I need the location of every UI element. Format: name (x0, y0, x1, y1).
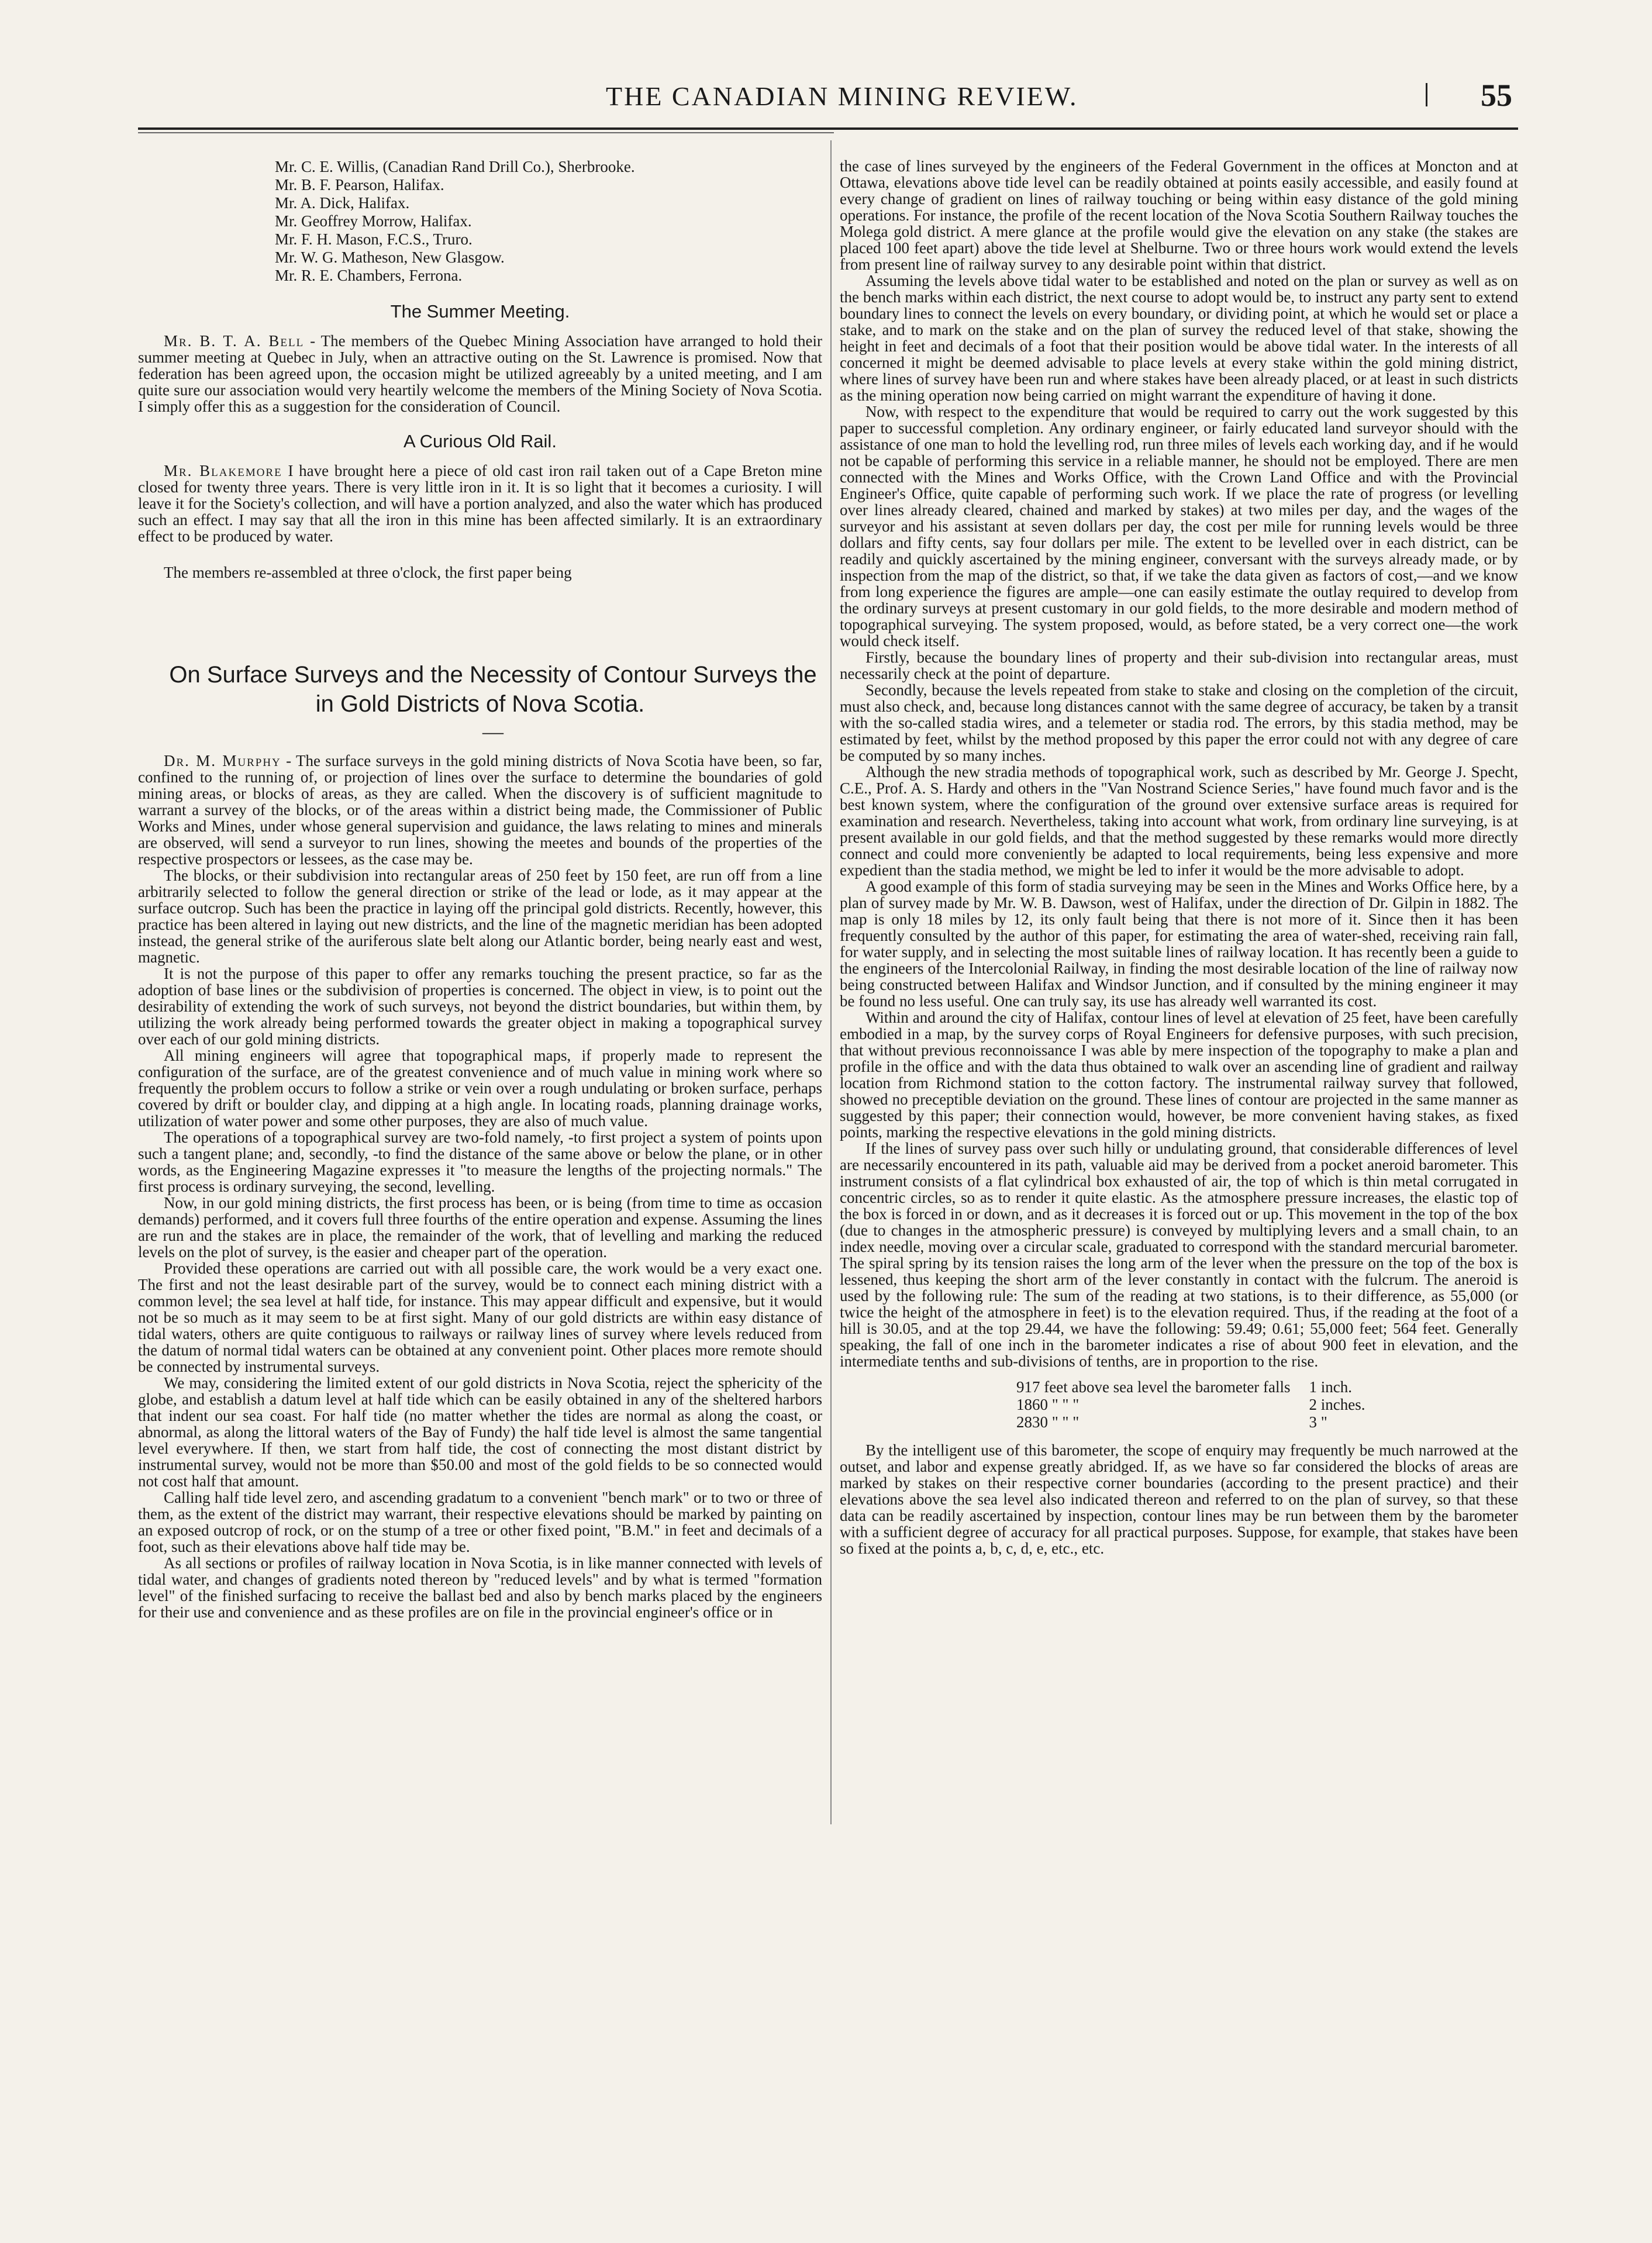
paper-paragraph: Within and around the city of Halifax, contour lines of level at elevation of 25 feet, have been carefully embodied in a map, by the survey corps of Royal Engineers for defensive purposes, with such precision, that without previous reconnoissance I was able by mere inspection of the topography to make a plan and profile in the office and with the data thus obtained to walk over an ascending line of gradient and railway location from Richmond station to the cotton factory. The instrumental railway survey that followed, showed no preceptible deviation on the ground. These lines of contour are projected in the same manner as suggested by this paper; their connection would, however, be more convenient having stakes, as fixed points, marking the respective elevations in the gold mining districts. (840, 1009, 1518, 1141)
paper-title: On Surface Surveys and the Necessity of Contour Surveys the in Gold Districts of Nova Scotia. (169, 662, 817, 717)
paper-paragraph: The operations of a topographical survey are two-fold namely, -to first project a system of points upon such a tangent plane; and, secondly, -to find the distance of the same above or below the plane, or in other words, as the Engineering Magazine expresses it "to measure the lengths of the projecting normals." The first process is ordinary surveying, the second, levelling. (138, 1129, 822, 1195)
paper-paragraph: Assuming the levels above tidal water to be established and noted on the plan or survey as well as on the bench marks within each district, the next course to adopt would be, to instruct any party sent to extend boundary lines to connect the levels on every boundary, or dividing point, at which he would set or place a stake, and to mark on the stake and on the plan of survey the reduced level of that stake, showing the height in feet and decimals of a foot that their position would be above tidal water. In the interests of all concerned it might be deemed advisable to place levels at every stake within the gold mining district, where lines of survey have been run and where stakes have been already placed, or at least in such districts as the mining operation now being carried on might warrant the expenditure of having it done. (840, 272, 1518, 404)
paper-paragraph: As all sections or profiles of railway location in Nova Scotia, is in like manner connected with levels of tidal water, and changes of gradients noted thereon by "reduced levels" and by what is termed "formation level" of the finished surfacing to receive the ballast bed and also by bench marks placed by the engineers for their use and convenience and as these profiles are on file in the provincial engineer's office or in (138, 1554, 822, 1621)
member-name: Mr. Geoffrey Morrow, Halifax. (275, 212, 472, 230)
running-head (138, 78, 1518, 122)
page-number: 55 (1481, 78, 1512, 113)
speaker-name: Mr. Blakemore (164, 462, 282, 479)
paper-paragraph: By the intelligent use of this barometer, the scope of enquiry may frequently be much narrowed at the outset, and labor and expense greatly abridged. If, as we have so far considered the blocks of areas are marked by stakes on their respective corner boundaries (according to the present practice) and their elevations above the sea level also indicated thereon and referred to on the plan of survey, so that these data can be readily ascertained by inspection, contour lines may be run between them by the barometer with a sufficient degree of accuracy for all practical purposes. Suppose, for example, that stakes have been so fixed at the points a, b, c, d, e, etc., etc. (840, 1441, 1518, 1557)
table-row (1016, 1396, 1383, 1413)
paper-paragraph: A good example of this form of stadia surveying may be seen in the Mines and Works Office here, by a plan of survey made by Mr. W. B. Dawson, west of Halifax, under the direction of Dr. Gilpin in 1882. The map is only 18 miles by 12, its only fault being that there is not more of it. Since then it has been frequently consulted by the author of this paper, for estimating the area of water-shed, receiving rain fall, for water supply, and in selecting the most suitable lines of railway location. It has recently been a guide to the engineers of the Intercolonial Railway, in finding the most desirable location of the line of railway now being constructed between Halifax and Windsor Junction, and if consulted by the mining engineer it may be found no less useful. One can truly say, its use has already well warranted its cost. (840, 878, 1518, 1010)
table-cell: 2830 " " " (1016, 1413, 1080, 1431)
table-row (1016, 1414, 1383, 1430)
paper-paragraph: Provided these operations are carried out with all possible care, the work would be a very exact one. The first and not the least desirable part of the survey, would be to connect each mining district with a common level; the sea level at half tide, for instance. This may appear difficult and expensive, but it would not be so much as it may seem to be at first sight. Many of our gold districts are within easy distance of tidal waters, others are quite contiguous to railways or railway lines of survey where levels reduced from the datum of normal tidal waters can be obtained at any convenient point. Other places more remote should be connected by instrumental surveys. (138, 1259, 822, 1375)
title-dash: — (482, 720, 503, 743)
summer-meeting-heading: The Summer Meeting. (390, 301, 570, 322)
member-name: Mr. A. Dick, Halifax. (275, 194, 410, 212)
table-cell: 917 feet above sea level the barometer falls (1016, 1378, 1291, 1396)
curious-rail-heading: A Curious Old Rail. (403, 431, 557, 451)
member-name: Mr. C. E. Willis, (Canadian Rand Drill Co.), Sherbrooke. (275, 158, 635, 175)
paper-paragraph: Now, in our gold mining districts, the first process has been, or is being (from time to time as occasion demands) performed, and it covers full three fourths of the entire operation and expense. Assuming the lines are run and the stakes are in place, the remainder of the work, that of levelling and marking the reduced levels on the plot of survey, is the easier and cheaper part of the operation. (138, 1194, 822, 1261)
paper-paragraph: If the lines of survey pass over such hilly or undulating ground, that considerable differences of level are necessarily encountered in its path, valuable aid may be derived from a pocket aneroid barometer. This instrument consists of a flat cylindrical box exhausted of air, the top of which is thin metal corrugated in concentric circles, so as to render it quite elastic. As the atmosphere pressure increases, the elastic top of the box is forced in or down, and as it decreases it is forced out or up. This movement in the top of the box (due to changes in the atmospheric pressure) is conveyed by multiplying levers and a small chain, to an index needle, moving over a circular scale, graduated to correspond with the standard mercurial barometer. The spiral spring by its tension raises the long arm of the lever when the pressure on the top of the box is lessened, thus keeping the short arm of the lever constantly in contact with the fulcrum. The aneroid is used by the following rule: The sum of the reading at two stations, is to their difference, as 55,000 (or twice the height of the atmosphere in feet) is to the elevation required. Thus, if the reading at the foot of a hill is 30.05, and at the top 29.44, we have the following: 59.49; 0.61; 55,000 feet; 564 feet. Generally speaking, the fall of one inch in the barometer indicates a rise of about 900 feet in elevation, and the intermediate tenths and sub-divisions of tenths, are in proportion to the rise. (840, 1140, 1518, 1370)
table-cell: 2 inches. (1309, 1396, 1365, 1413)
paper-paragraph: We may, considering the limited extent of our gold districts in Nova Scotia, reject the sphericity of the globe, and establish a datum level at half tide which can be easily obtained in any of the sheltered harbors that indent our sea coast. For half tide (no matter whether the tides are normal as along the coast, or abnormal, as along the littoral waters of the Bay of Fundy) the half tide level is almost the same tangential level everywhere. If then, we start from half tide, the cost of connecting the most distant district by instrumental survey, would not be more than $50.00 and most of the gold fields to be so connected would not cost half that amount. (138, 1374, 822, 1490)
paper-paragraph: Firstly, because the boundary lines of property and their sub-division into rectangular areas, must necessarily check at the point of departure. (840, 648, 1518, 682)
curious-rail-paragraph (138, 463, 822, 544)
paper-paragraph: Secondly, because the levels repeated from stake to stake and closing on the completion of the circuit, must also check, and, because long distances cannot with the same degree of accuracy, be taken by a transit with the so-called stadia wires, and a telemeter or stadia rod. The errors, by this stadia method, may be estimated by feet, whilst by the method proposed by this paper the error could not with any degree of care be computed by so many inches. (840, 681, 1518, 764)
member-name: Mr. R. E. Chambers, Ferrona. (275, 267, 463, 284)
column-divider (830, 140, 832, 1824)
speaker-name: Mr. B. T. A. Bell (164, 332, 305, 350)
paragraph-text: - The members of the Quebec Mining Association have arranged to hold their summer meeting at Quebec in July, when an attractive outing on the St. Lawrence is promised. Now that federation has been agreed upon, the occasion might be utilized agreeably by a united meeting, and I am quite sure our association would very heartily welcome the members of the Mining Society of Nova Scotia. I simply offer this as a suggestion for the consideration of Council. (138, 332, 823, 415)
table-cell: 1 inch. (1309, 1378, 1353, 1396)
paper-paragraph: Calling half tide level zero, and ascending gradatum to a convenient "bench mark" or to two or three of them, as the extent of the district may warrant, their respective elevations should be marked by painting on an exposed outcrop of rock, or on the stump of a tree or other fixed point, "B.M." in feet and decimals of a foot, such as their elevations above half tide may be. (138, 1489, 822, 1555)
member-name: Mr. F. H. Mason, F.C.S., Truro. (275, 230, 473, 248)
table-cell: 1860 " " " (1016, 1396, 1080, 1413)
member-name: Mr. B. F. Pearson, Halifax. (275, 176, 444, 194)
summer-meeting-paragraph (138, 333, 822, 415)
journal-title: THE CANADIAN MINING REVIEW. (606, 81, 1078, 111)
paper-paragraph: Although the new stradia methods of topographical work, such as described by Mr. George J. Specht, C.E., Prof. A. S. Hardy and others in the "Van Nostrand Science Series," have found much favor and is the best known system, where the configuration of the ground over extensive surface areas is required for examination and research. Nevertheless, taking into account what work, from ordinary line surveying, is at present available in our gold fields, and that the method suggested by these remarks would more directly connect and could more conveniently be adapted to local requirements, being less expensive and more expedient than the stadia method, we might be led to infer it would be the more advisable to adopt. (840, 763, 1518, 879)
right-column (840, 158, 1518, 1557)
paper-paragraph: the case of lines surveyed by the engineers of the Federal Government in the offices at Moncton and at Ottawa, elevations above tide level can be readily obtained at points easily accessible, and easily found at every change of gradient on lines of railway touching or being within easy distance of the gold mining operations. For instance, the profile of the recent location of the Nova Scotia Southern Railway touches the Molega gold district. A mere glance at the profile would give the elevation on any stake (the stakes are placed 100 feet apart) above the tide level at Shelburne. Two or three hours work would extend the levels from present line of railway survey to any desirable point within that district. (840, 157, 1518, 273)
barometer-table (1015, 1378, 1384, 1431)
left-column (138, 158, 822, 1620)
paper-paragraph: All mining engineers will agree that topographical maps, if properly made to represent the configuration of the surface, are of the greatest convenience and of much value in mining work where so frequently the problem occurs to follow a strike or vein over a rough undulating or broken surface, perhaps covered by drift or boulder clay, and dipping at a high angle. In locating roads, planning drainage works, utilization of water power and some other purposes, they are also of much value. (138, 1047, 822, 1130)
header-rule-secondary (138, 132, 834, 133)
speaker-name: Dr. M. Murphy (164, 752, 281, 769)
header-tick-mark (1426, 83, 1427, 106)
paper-paragraph: Now, with respect to the expenditure that would be required to carry out the work suggested by this paper to successful completion. Any ordinary engineer, or fairly educated land surveyor should with the assistance of one man to hold the levelling rod, run three miles of levels each working day, and if he would not be capable of performing this service in a reliable manner, he should not be employed. There are men connected with the Mines and Works Office, with the Crown Land Office and with the Provincial Engineer's Office, quite capable of performing such work. If we place the rate of progress (or levelling over lines already cleared, chained and marked by stakes) at two miles per day, and the wages of the surveyor and his assistant at seven dollars per day, the cost per mile for running levels would be three dollars and fifty cents, say four dollars per mile. The extent to be levelled over in each district, can be readily and quickly ascertained by the mining engineer, conversant with the surveys already made, or by inspection from the map of the district, so that, if we take the data given as factors of cost,—and we know from long experience the figures are ample—one can easily estimate the outlay required to develop from the ordinary surveys at present customary in our gold fields, to the more desirable and modern method of topographical surveying. The system proposed, would, as before stated, be a very correct one—the work would check itself. (840, 403, 1518, 650)
paper-paragraph: It is not the purpose of this paper to offer any remarks touching the present practice, so far as the adoption of base lines or the subdivision of properties is concerned. The object in view, is to point out the desirability of extending the work of such surveys, not beyond the district boundaries, but within them, by utilizing the work already being performed towards the greater object in making a topographical survey over each of our gold mining districts. (138, 965, 822, 1048)
member-list (275, 158, 822, 285)
paragraph-text: - The surface surveys in the gold mining districts of Nova Scotia have been, so far, confined to the running of, or projection of lines over the surface to determine the boundaries of gold mining areas, or blocks of areas, as they are called. When the discovery is of sufficient magnitude to warrant a survey of the blocks, or of the areas within a district being made, the Commissioner of Public Works and Mines, under whose general supervision and guidance, the laws relating to mines and minerals are observed, will send a surveyor to run lines, showing the meetes and bounds of the properties of the respective prospectors or lessees, as the case may be. (138, 752, 822, 868)
member-name: Mr. W. G. Matheson, New Glasgow. (275, 249, 505, 266)
table-row (1016, 1379, 1383, 1395)
paper-paragraph (138, 753, 822, 867)
reassembled-note: The members re-assembled at three o'clock, the first paper being (164, 564, 572, 581)
paragraph-text: I have brought here a piece of old cast iron rail taken out of a Cape Breton mine closed for twenty three years. There is very little iron in it. It is so light that it becomes a curiosity. I will leave it for the Society's collection, and will have a portion analyzed, and also the water which has produced such an effect. I may say that all the iron in this mine has been affected similarly. It is an extraordinary effect to be produced by water. (138, 462, 822, 545)
paper-paragraph: The blocks, or their subdivision into rectangular areas of 250 feet by 150 feet, are run off from a line arbitrarily selected to follow the general direction or strike of the lead or lode, as it may appear at the surface outcrop. Such has been the practice in laying off the principal gold districts. Recently, however, this practice has been altered in laying out new districts, and the line of the magnetic meridian has been adopted instead, the general strike of the auriferous slate belt along our Atlantic border, being nearly east and west, magnetic. (138, 867, 822, 966)
table-cell: 3 " (1309, 1413, 1327, 1431)
header-rule (138, 127, 1518, 130)
